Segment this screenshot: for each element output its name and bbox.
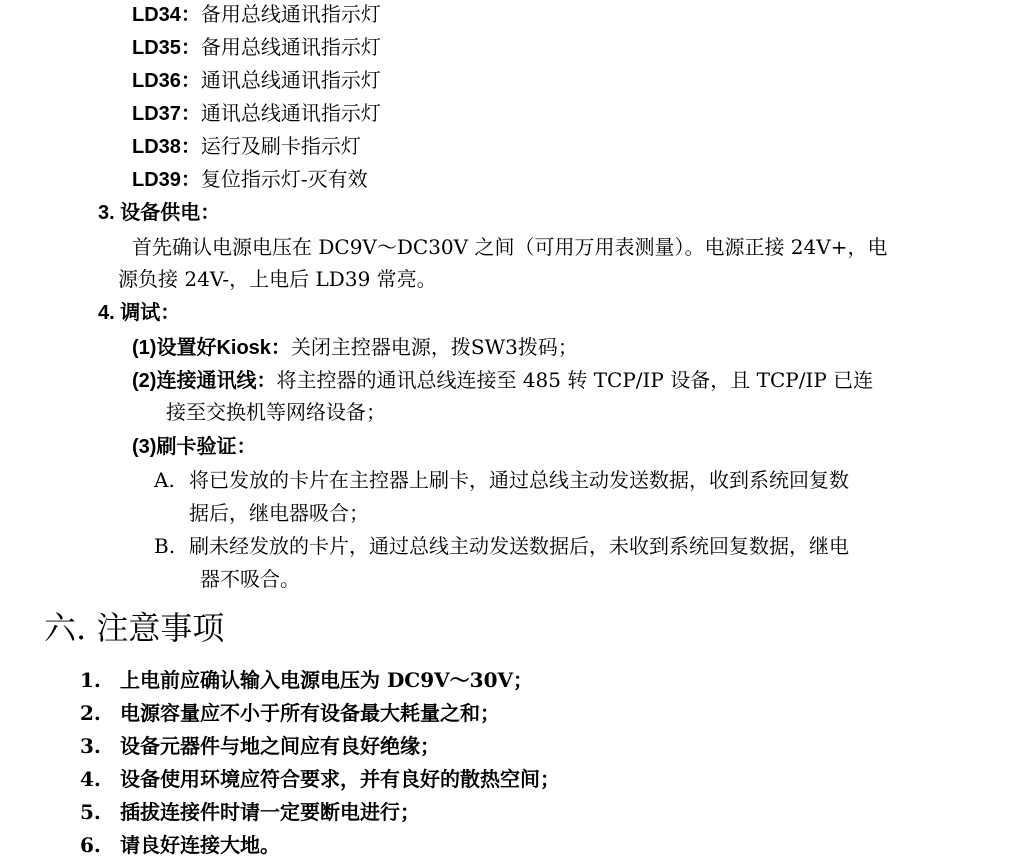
ld-code: LD37： [132, 103, 201, 125]
note-item-2 [80, 701, 500, 725]
step-3-label: (3)刷卡验证： [132, 436, 257, 458]
ld-item-38 [132, 134, 361, 159]
note-number: 6. [80, 833, 101, 857]
ld-desc: 通讯总线通讯指示灯 [200, 101, 381, 125]
step-2 [132, 368, 873, 393]
step-3-b [154, 534, 175, 558]
note-item-5 [80, 800, 420, 824]
step-1-text: 关闭主控器电源，拨SW3拨码； [290, 335, 578, 359]
section-3-line-1: 首先确认电源电压在 DC9V～DC30V 之间（可用万用表测量）。电源正接 24V+，电 [132, 235, 888, 259]
note-text: 设备元器件与地之间应有良好绝缘； [120, 734, 440, 758]
ld-item-39 [132, 167, 368, 192]
ld-desc: 复位指示灯-灭有效 [200, 167, 368, 191]
note-number: 1. [80, 668, 101, 692]
ld-item-34 [132, 2, 381, 27]
note-item-4 [80, 767, 560, 791]
item-b-label: B. [154, 534, 176, 558]
section-6-title: 六. 注意事项 [44, 609, 225, 647]
note-item-3 [80, 734, 440, 758]
item-b-line-1: 刷未经发放的卡片，通过总线主动发送数据后，未收到系统回复数据，继电 [189, 534, 849, 558]
item-a-line-1: 将已发放的卡片在主控器上刷卡，通过总线主动发送数据，收到系统回复数 [189, 468, 849, 492]
note-text: 插拔连接件时请一定要断电进行； [120, 800, 420, 824]
section-3-title: 3. 设备供电： [98, 202, 221, 224]
ld-item-36 [132, 68, 381, 93]
ld-item-35 [132, 35, 381, 60]
ld-item-37 [132, 101, 381, 126]
item-b-line-2: 器不吸合。 [200, 567, 300, 591]
ld-desc: 备用总线通讯指示灯 [200, 35, 381, 59]
note-text: 电源容量应不小于所有设备最大耗量之和； [120, 701, 500, 725]
ld-desc: 通讯总线通讯指示灯 [200, 68, 381, 92]
step-2-label: (2)连接通讯线： [132, 370, 277, 392]
step-1 [132, 335, 578, 360]
note-item-6 [80, 833, 280, 857]
note-number: 3. [80, 734, 101, 758]
ld-code: LD38： [132, 136, 201, 158]
section-3-line-2: 源负接 24V-，上电后 LD39 常亮。 [118, 267, 437, 291]
section-4-title: 4. 调试： [98, 302, 181, 324]
note-text: 设备使用环境应符合要求，并有良好的散热空间； [120, 767, 560, 791]
ld-desc: 备用总线通讯指示灯 [200, 2, 381, 26]
ld-code: LD39： [132, 169, 201, 191]
step-2-text: 将主控器的通讯总线连接至 485 转 TCP/IP 设备，且 TCP/IP 已连 [276, 368, 874, 392]
note-number: 5. [80, 800, 101, 824]
ld-desc: 运行及刷卡指示灯 [200, 134, 361, 158]
ld-code: LD35： [132, 37, 201, 59]
note-number: 2. [80, 701, 101, 725]
item-a-line-2: 据后，继电器吸合； [189, 501, 369, 525]
note-item-1 [80, 668, 533, 692]
note-text: 请良好连接大地。 [120, 833, 280, 857]
ld-code: LD36： [132, 70, 201, 92]
note-text: 上电前应确认输入电源电压为 DC9V～30V； [120, 668, 534, 692]
ld-code: LD34： [132, 4, 201, 26]
step-2-continued: 接至交换机等网络设备； [166, 400, 386, 424]
item-a-label: A. [154, 468, 175, 492]
step-1-label: (1)设置好Kiosk： [132, 337, 291, 359]
note-number: 4. [80, 767, 101, 791]
step-3-a [154, 468, 175, 492]
